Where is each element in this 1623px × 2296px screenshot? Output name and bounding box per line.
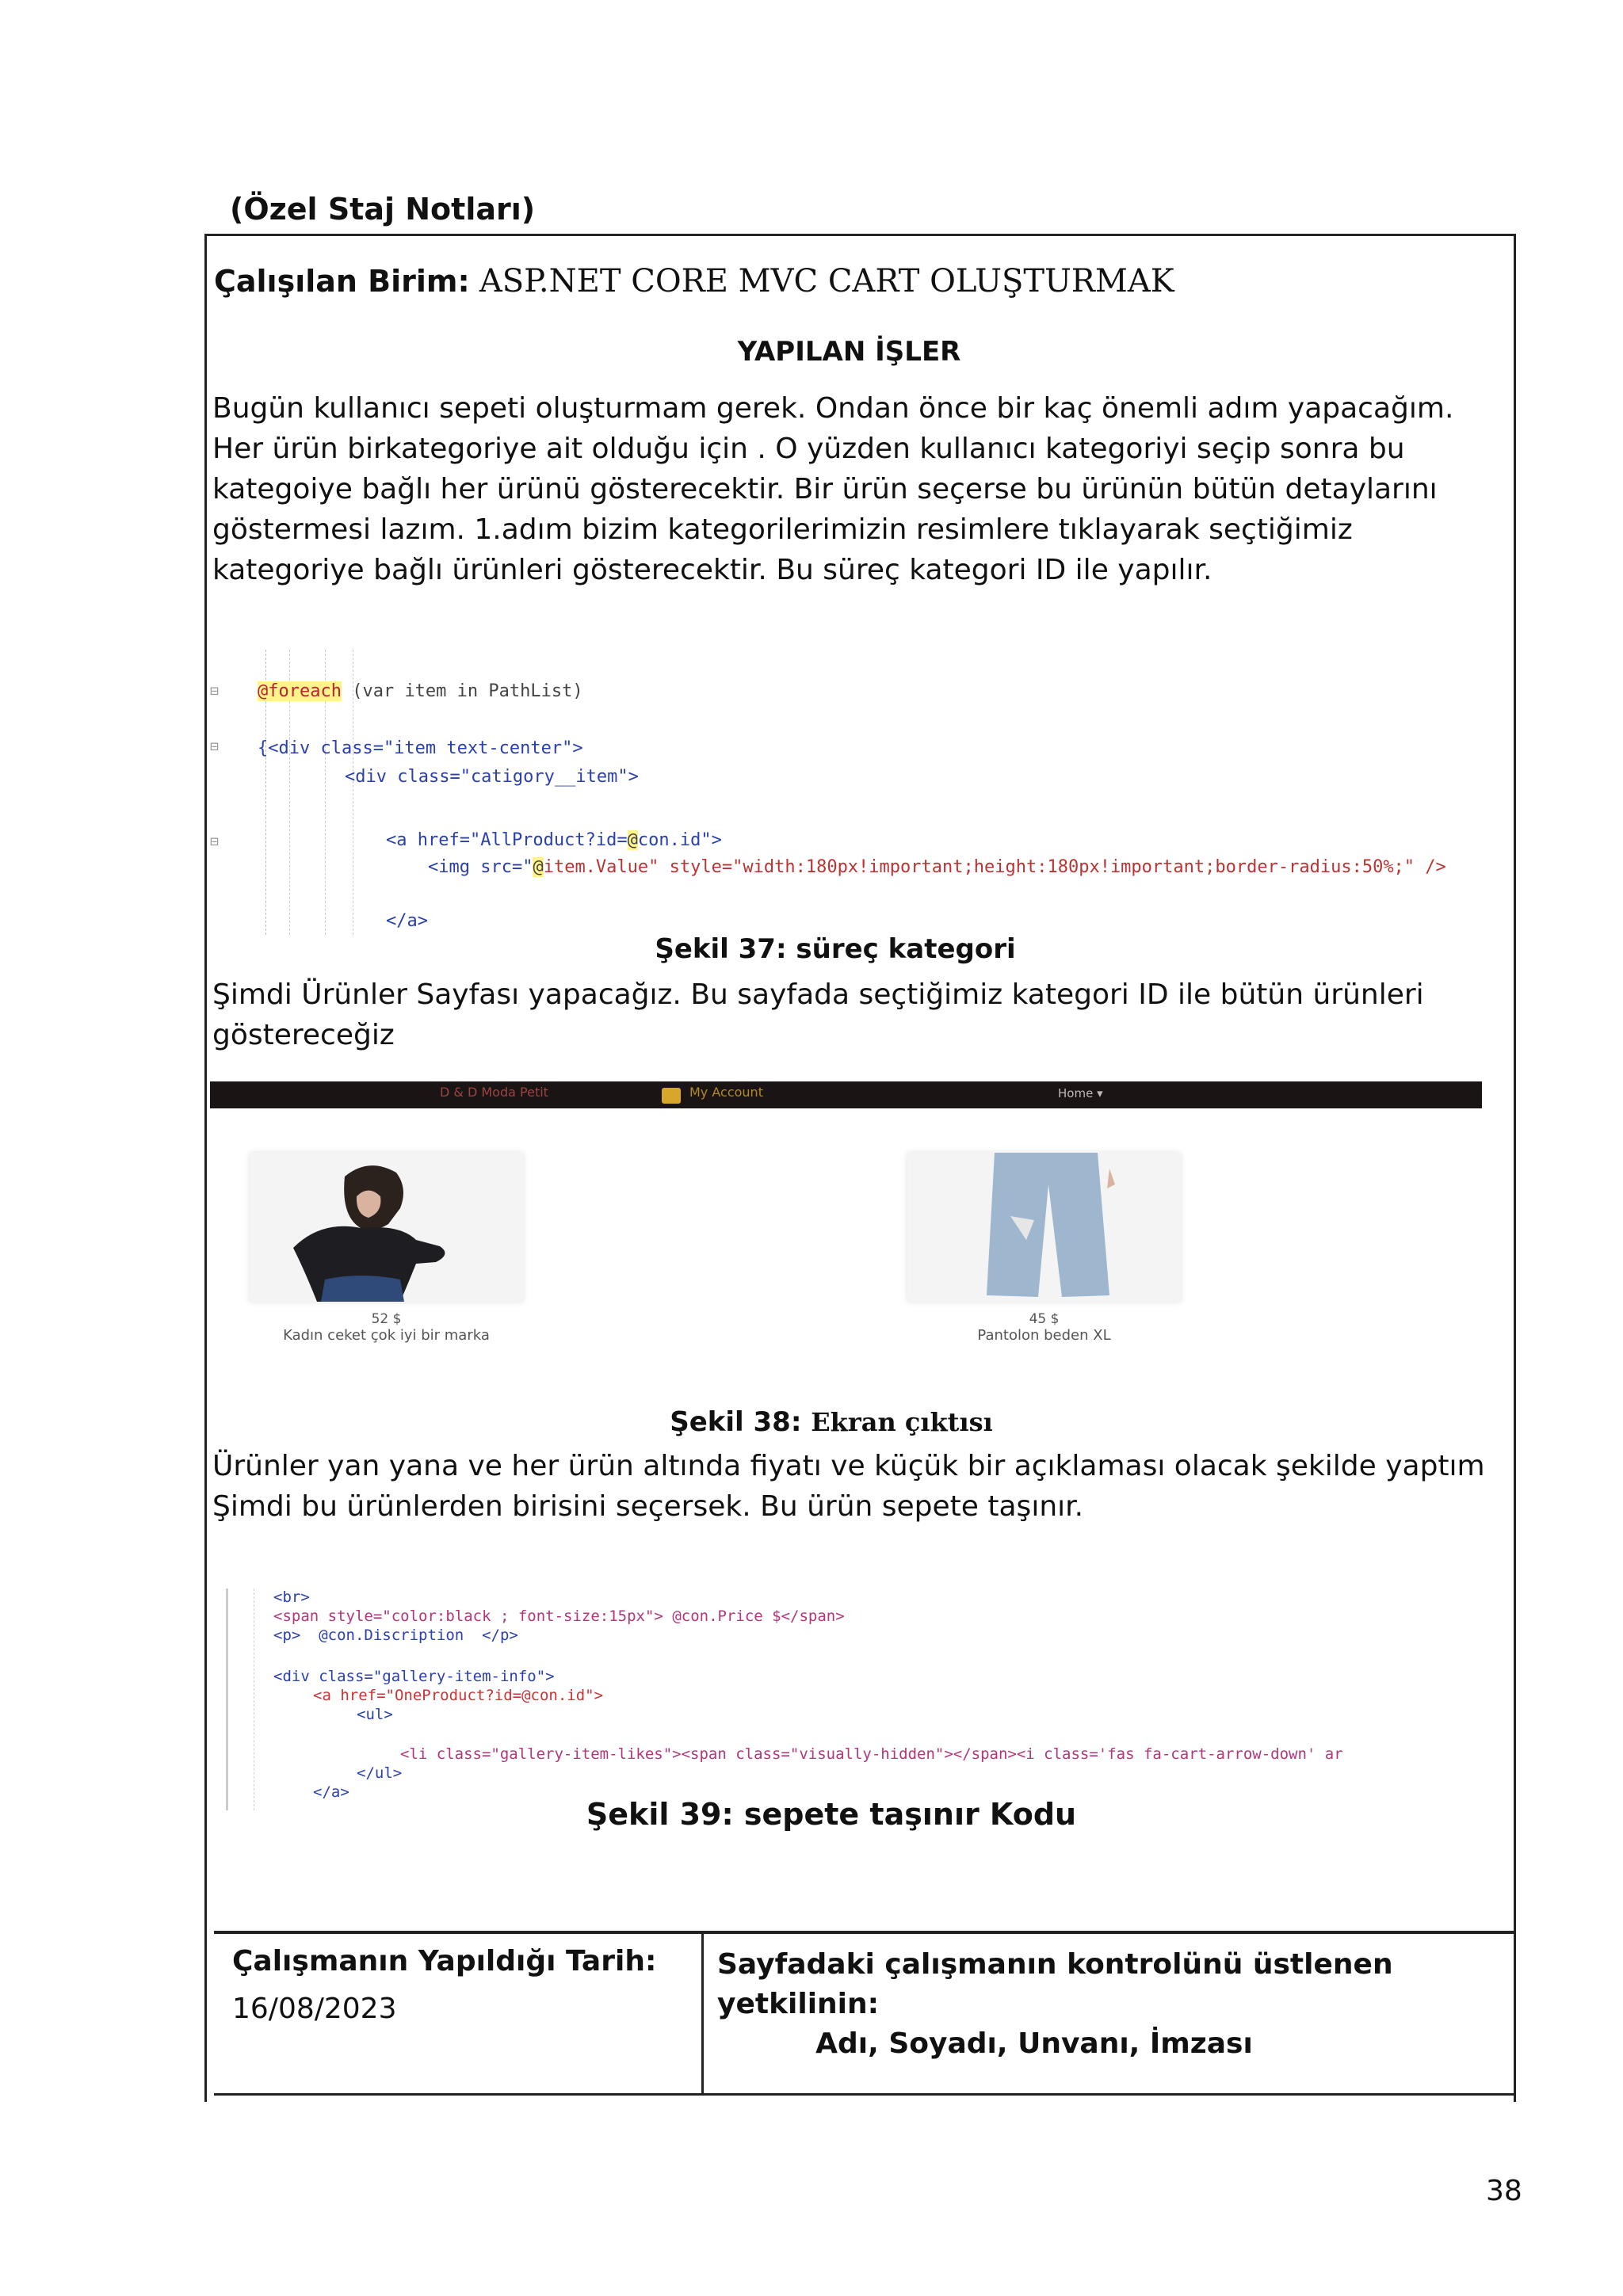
supervisor-cell — [717, 1945, 1510, 2064]
indent-guide — [254, 1589, 255, 1810]
code-screenshot-category — [210, 650, 1510, 935]
table-bottom-border — [214, 2093, 1516, 2096]
code-line: {<div class="item text-center"> — [258, 738, 583, 758]
unit-label: Çalışılan Birim: — [214, 264, 470, 299]
code-keyword: @foreach — [258, 681, 342, 701]
paragraph-intro: Bugün kullanıcı sepeti oluşturmam gerek. Ondan önce bir kaç önemli adım yapacağım. Her ürün birkategoriye ait olduğu için . O yüzden kullanıcı kategoriyi seçip sonra bu kategoiye bağlı her ürünü gösterecektir. Bir ürün seçerse bu ürünün bütün detaylarını göstermesi lazım. 1.adım bizim kategorilerimizin resimlere tıklayarak seçtiğimiz kategoriye bağlı ürünleri gösterecektir. Bu süreç kategori ID ile yapılır. — [212, 392, 1454, 586]
screenshot-home: Home ▾ — [1058, 1086, 1103, 1100]
account-icon — [662, 1088, 681, 1104]
screenshot-account: My Account — [689, 1085, 763, 1100]
date-value: 16/08/2023 — [232, 1993, 397, 2025]
section-title: YAPILAN İŞLER — [737, 336, 961, 368]
code-text: (var item in PathList) — [341, 681, 583, 701]
date-label: Çalışmanın Yapıldığı Tarih: — [232, 1945, 657, 1978]
code-line: <p> @con.Discription </p> — [273, 1627, 518, 1644]
pants-image — [907, 1153, 1181, 1302]
collapse-marker: ⊟ — [210, 683, 219, 700]
product-image-pants — [907, 1153, 1181, 1302]
product-image-jacket — [250, 1153, 523, 1302]
code-line: </a> — [313, 1783, 349, 1801]
figure-38-label: Şekil 38: — [670, 1406, 802, 1438]
code-line — [258, 681, 583, 701]
code-line: <span style="color:black ; font-size:15px"> @con.Price $</span> — [273, 1608, 845, 1625]
code-line: </a> — [386, 911, 428, 931]
code-highlight: @ — [627, 830, 638, 850]
product-description: Pantolon beden XL — [977, 1327, 1111, 1344]
code-gutter — [210, 1589, 228, 1810]
output-screenshot — [210, 1081, 1482, 1355]
screenshot-navbar — [210, 1081, 1482, 1108]
collapse-marker: ⊟ — [210, 833, 219, 850]
paragraph-products-layout: Ürünler yan yana ve her ürün altında fiyatı ve küçük bir açıklaması olacak şekilde yaptım Şimdi bu ürünlerden birisini seçersek. Bu ürün sepete taşınır. — [212, 1450, 1485, 1523]
unit-value: ASP.NET CORE MVC CART OLUŞTURMAK — [479, 263, 1174, 299]
product-description: Kadın ceket çok iyi bir marka — [283, 1327, 490, 1344]
supervisor-fields: Adı, Soyadı, Unvanı, İmzası — [815, 2027, 1253, 2060]
code-text: con.id"> — [637, 830, 722, 850]
code-text: item.Value" style="width:180px!important;height:180px!important;border-radius:50%;" /> — [543, 857, 1446, 877]
table-divider — [701, 1931, 704, 2096]
figure-37-caption: Şekil 37: süreç kategori — [655, 933, 1016, 965]
product-price: 52 $ — [371, 1311, 402, 1327]
screenshot-brand: D & D Moda Petit — [440, 1085, 548, 1100]
code-line: <br> — [273, 1589, 310, 1606]
code-line: <div class="catigory__item"> — [345, 767, 639, 787]
product-price: 45 $ — [1029, 1311, 1060, 1327]
figure-38-caption — [0, 1406, 1623, 1438]
table-top-border — [214, 1931, 1516, 1934]
figure-39-caption: Şekil 39: sepete taşınır Kodu — [586, 1797, 1077, 1832]
unit-line — [214, 263, 1174, 299]
code-line: <ul> — [357, 1706, 393, 1723]
page-number: 38 — [1486, 2175, 1522, 2207]
code-line: <a href="OneProduct?id=@con.id"> — [313, 1687, 604, 1704]
code-highlight: @ — [533, 857, 544, 877]
figure-38-title: Ekran çıktısı — [811, 1407, 993, 1437]
document-header: (Özel Staj Notları) — [230, 192, 536, 227]
collapse-marker: ⊟ — [210, 738, 219, 755]
code-line: <li class="gallery-item-likes"><span class="visually-hidden"></span><i class='fas fa-cart-arrow-down' ar — [400, 1745, 1343, 1763]
code-line — [428, 857, 1446, 877]
code-line: <div class="gallery-item-info"> — [273, 1668, 555, 1685]
code-text: <a href="AllProduct?id= — [386, 830, 628, 850]
code-text: <img src=" — [428, 857, 533, 877]
code-line: </ul> — [357, 1764, 403, 1782]
paragraph-products-page: Şimdi Ürünler Sayfası yapacağız. Bu sayfada seçtiğimiz kategori ID ile bütün ürünleri göstereceğiz — [212, 978, 1424, 1051]
supervisor-label: Sayfadaki çalışmanın kontrolünü üstlenen yetkilinin: — [717, 1948, 1393, 2020]
code-screenshot-cart — [210, 1589, 1514, 1810]
jacket-image — [250, 1153, 523, 1302]
code-line — [386, 830, 722, 850]
frame-top-border — [204, 234, 1516, 236]
